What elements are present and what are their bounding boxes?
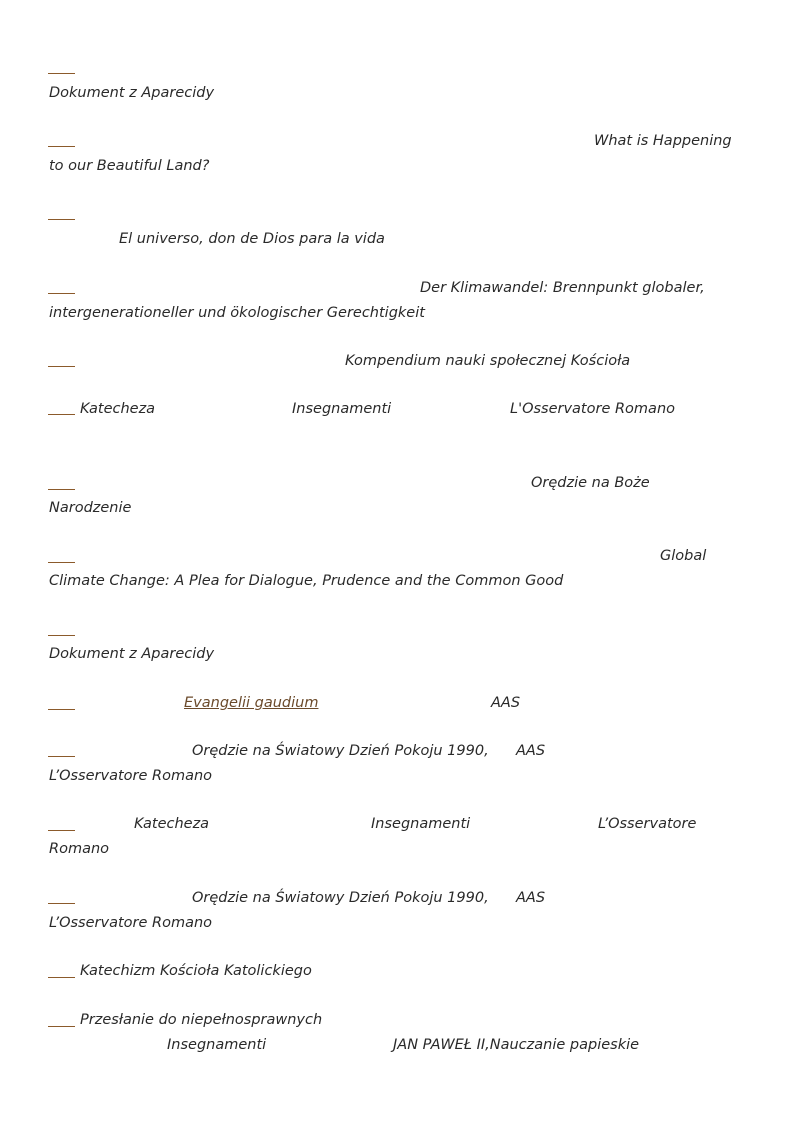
footnote-text: What is Happening bbox=[594, 133, 732, 149]
footnote-text: Insegnamenti bbox=[292, 401, 392, 417]
footnote-text: L’Osservatore Romano bbox=[49, 768, 213, 784]
footnote-marker bbox=[48, 903, 75, 904]
footnote-marker bbox=[48, 635, 75, 636]
footnote-text: Kompendium nauki społecznej Kościoła bbox=[345, 353, 631, 369]
footnote-marker bbox=[48, 562, 75, 563]
footnote-text: Katecheza bbox=[134, 816, 210, 832]
footnote-marker bbox=[48, 219, 75, 220]
footnote-text: Orędzie na Światowy Dzień Pokoju 1990, bbox=[192, 890, 489, 906]
footnote-text: El universo, don de Dios para la vida bbox=[119, 231, 385, 247]
footnote-text: to our Beautiful Land? bbox=[49, 158, 210, 174]
footnote-text: L'Osservatore Romano bbox=[510, 401, 676, 417]
footnote-text: AAS bbox=[516, 743, 546, 759]
footnote-marker bbox=[48, 146, 75, 147]
footnote-marker bbox=[48, 1026, 75, 1027]
footnote-marker bbox=[48, 977, 75, 978]
footnote-marker bbox=[48, 293, 75, 294]
footnote-text: Narodzenie bbox=[49, 500, 132, 516]
footnote-text: Orędzie na Światowy Dzień Pokoju 1990, bbox=[192, 743, 489, 759]
footnote-text: L’Osservatore Romano bbox=[49, 915, 213, 931]
footnote-marker bbox=[48, 366, 75, 367]
footnote-text: Romano bbox=[49, 841, 110, 857]
footnote-text: Global bbox=[660, 548, 707, 564]
footnote-text: Insegnamenti bbox=[371, 816, 471, 832]
evangelii-gaudium-link[interactable]: Evangelii gaudium bbox=[184, 695, 319, 711]
footnote-marker bbox=[48, 489, 75, 490]
footnote-marker bbox=[48, 73, 75, 74]
footnote-text: Insegnamenti bbox=[167, 1037, 267, 1053]
footnote-marker bbox=[48, 709, 75, 710]
footnote-text: AAS bbox=[491, 695, 521, 711]
footnote-text: Climate Change: A Plea for Dialogue, Prudence and the Common Good bbox=[49, 573, 564, 589]
footnote-marker bbox=[48, 830, 75, 831]
footnote-text: AAS bbox=[516, 890, 546, 906]
footnote-text: Orędzie na Boże bbox=[531, 475, 650, 491]
footnote-text: Dokument z Aparecidy bbox=[49, 85, 215, 101]
footnote-text: Dokument z Aparecidy bbox=[49, 646, 215, 662]
footnote-marker bbox=[48, 756, 75, 757]
footnote-marker bbox=[48, 414, 75, 415]
footnote-text: intergenerationeller und ökologischer Gerechtigkeit bbox=[49, 305, 425, 321]
footnote-text: Katechizm Kościoła Katolickiego bbox=[80, 963, 312, 979]
footnote-text: JAN PAWEŁ II,Nauczanie papieskie bbox=[393, 1037, 640, 1053]
footnote-text: Przesłanie do niepełnosprawnych bbox=[80, 1012, 323, 1028]
footnote-text: Katecheza bbox=[80, 401, 156, 417]
footnote-text: Der Klimawandel: Brennpunkt globaler, bbox=[420, 280, 705, 296]
footnote-text: L’Osservatore bbox=[598, 816, 697, 832]
